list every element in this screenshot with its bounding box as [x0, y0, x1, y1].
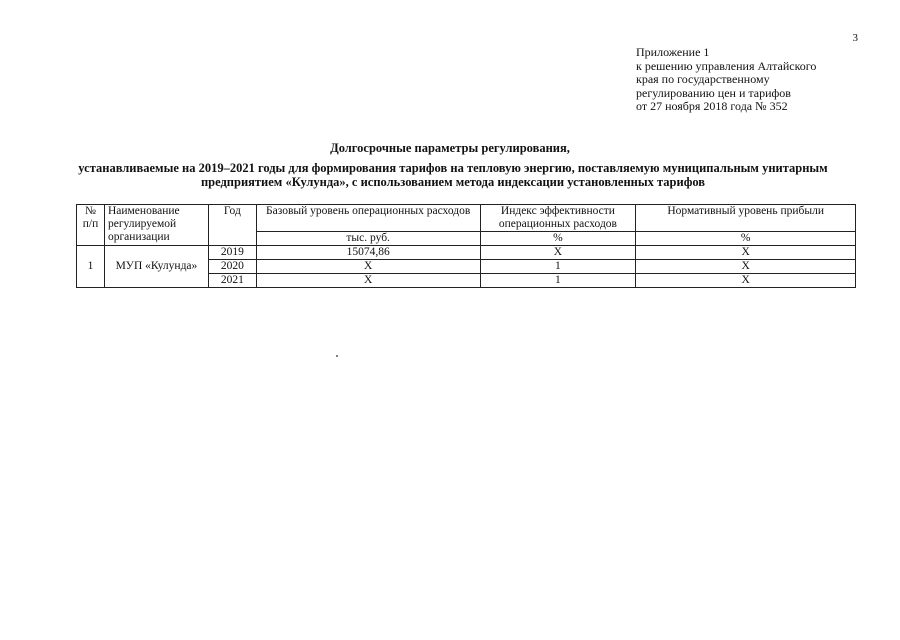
cell-index: 1	[480, 260, 636, 274]
document-title: Долгосрочные параметры регулирования,	[330, 141, 570, 155]
header-profit: Нормативный уровень прибыли	[636, 205, 856, 232]
cell-year: 2020	[208, 260, 256, 274]
cell-profit: Х	[636, 246, 856, 260]
unit-index: %	[480, 232, 636, 246]
cell-base: 15074,86	[256, 246, 480, 260]
appendix-line: регулированию цен и тарифов	[636, 85, 791, 100]
table-header-row	[77, 205, 856, 232]
header-index: Индекс эффективности операционных расходов	[480, 205, 636, 232]
appendix-block	[636, 46, 816, 114]
appendix-line: от 27 ноября 2018 года № 352	[636, 99, 788, 114]
table-row	[77, 246, 856, 260]
document-subtitle: устанавливаемые на 2019–2021 годы для формирования тарифов на тепловую энергию, поставляемую муниципальным унитарным предприятием «Кулунда», с использованием метода индексации установленных тарифов	[78, 161, 828, 189]
header-base: Базовый уровень операционных расходов	[256, 205, 480, 232]
appendix-line: края по государственному	[636, 72, 770, 87]
scan-dot	[336, 355, 338, 357]
header-org: Наименование регулируемой организации	[104, 205, 208, 246]
cell-index: 1	[480, 274, 636, 288]
org-name: МУП «Кулунда»	[104, 246, 208, 288]
cell-index: Х	[480, 246, 636, 260]
appendix-line: Приложение 1	[636, 45, 710, 59]
header-year: Год	[208, 205, 256, 246]
cell-year: 2019	[208, 246, 256, 260]
unit-profit: %	[636, 232, 856, 246]
parameters-table	[76, 204, 856, 288]
row-number: 1	[77, 246, 105, 288]
cell-profit: Х	[636, 274, 856, 288]
header-num: № п/п	[77, 205, 105, 246]
cell-profit: Х	[636, 260, 856, 274]
unit-base: тыс. руб.	[256, 232, 480, 246]
cell-base: Х	[256, 274, 480, 288]
page-number: 3	[852, 32, 858, 44]
cell-year: 2021	[208, 274, 256, 288]
cell-base: Х	[256, 260, 480, 274]
appendix-line: к решению управления Алтайского	[636, 58, 817, 73]
